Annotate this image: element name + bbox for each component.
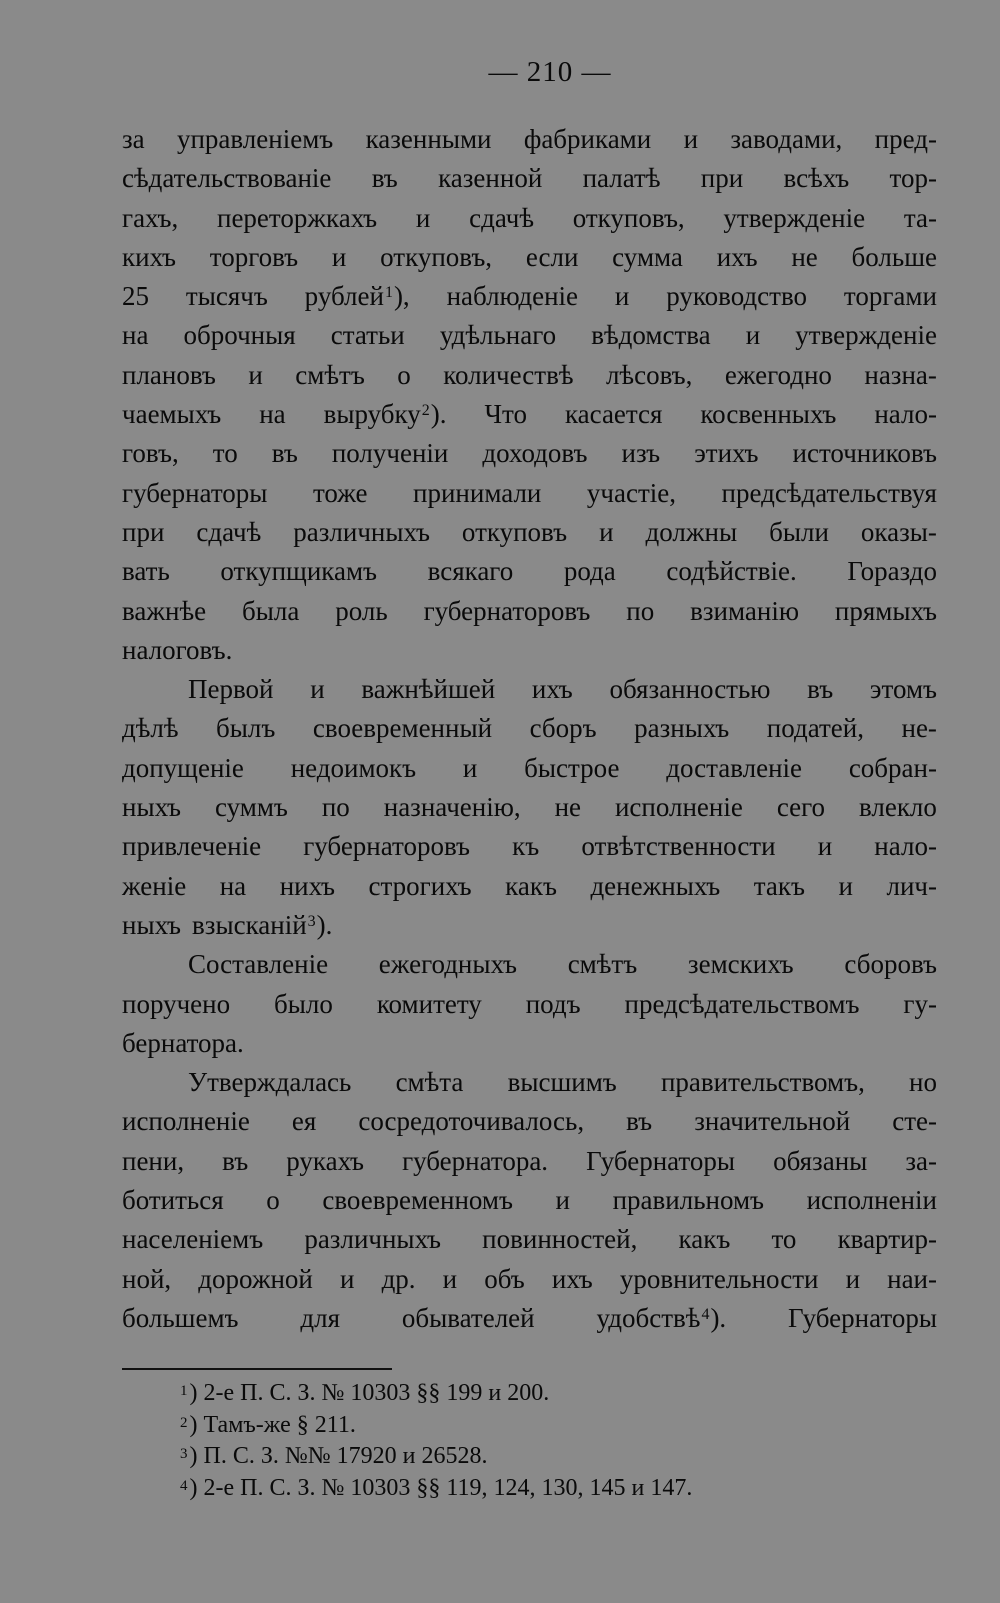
word: сдачѣ (469, 202, 534, 233)
word: косвенныхъ (700, 399, 837, 430)
word: лѣсовъ, (605, 359, 693, 390)
word: гу- (903, 988, 937, 1019)
word: на (219, 870, 247, 901)
word: и (683, 124, 699, 154)
word: за- (905, 1145, 937, 1176)
word: по (321, 792, 350, 823)
footnote-reference: 4 (701, 1305, 710, 1323)
word: и (442, 1263, 458, 1294)
word: въ (807, 674, 834, 705)
word: и (415, 202, 431, 233)
word: и (310, 674, 325, 705)
word: всѣхъ (783, 163, 850, 194)
word: если (525, 241, 579, 272)
word: утвержденіе (723, 202, 866, 233)
word: и (599, 516, 614, 547)
word: Составленіе (188, 949, 329, 980)
word: сумма (612, 241, 683, 272)
word: кихъ (122, 241, 176, 272)
word: 25 (122, 281, 149, 312)
word: въ (626, 1106, 653, 1137)
word: Что (484, 399, 527, 430)
word: откуповъ (461, 516, 568, 547)
word: тоже (312, 477, 368, 508)
text-line (122, 1024, 937, 1063)
word: такъ (753, 870, 805, 901)
word: обязанностью (609, 674, 771, 705)
word: назначенію, (383, 792, 521, 823)
word: нало- (874, 399, 937, 430)
word: наи- (887, 1263, 937, 1294)
footnote-text: ) П. С. З. №№ 17920 и 26528. (189, 1443, 488, 1469)
word: то (212, 438, 238, 469)
word: руководство (666, 281, 808, 312)
text-line (122, 395, 937, 434)
word: статьи (330, 320, 405, 351)
text-line (122, 238, 937, 277)
word: и (555, 1185, 570, 1216)
word: тор- (889, 163, 937, 194)
word: оброчныя (183, 320, 296, 351)
word: сѣдательствованіе (122, 163, 332, 194)
text-line (122, 316, 937, 355)
word: сборовъ (844, 949, 937, 980)
footnote (180, 1473, 692, 1505)
word: сосредоточивалось, (358, 1106, 585, 1137)
word: въ (271, 438, 298, 469)
word: нало- (874, 831, 937, 862)
text-line (122, 199, 937, 238)
word: своевременномъ (322, 1185, 513, 1216)
word: къ (512, 831, 540, 862)
word: ной, (122, 1263, 172, 1294)
word: ея (291, 1106, 317, 1137)
word: дѣлѣ (122, 713, 179, 744)
text-line (122, 1220, 937, 1259)
footnote-reference: 1 (384, 284, 393, 302)
word: всякаго (427, 556, 514, 587)
word: различныхъ (293, 516, 430, 547)
word: ихъ (551, 1263, 593, 1294)
word: наблюденіе (446, 281, 579, 312)
word: смѣтъ (295, 359, 365, 390)
word: и (462, 752, 478, 783)
word: важнѣйшей (361, 674, 496, 705)
word: различныхъ (304, 1224, 442, 1255)
word: были (769, 516, 829, 547)
word: квартир- (837, 1224, 937, 1255)
text-line (122, 592, 937, 631)
word: то (771, 1224, 797, 1255)
word: предсѣдательствомъ (624, 988, 860, 1019)
text-line (122, 788, 937, 827)
footnote-text: ) 2-е П. С. З. № 10303 §§ 199 и 200. (189, 1380, 550, 1406)
footnote-reference: 2 (421, 402, 430, 420)
footnote-text: ) Тамъ-же § 211. (189, 1411, 356, 1438)
word: гахъ, (122, 202, 179, 233)
footnote-mark: 1 (180, 1383, 188, 1399)
word: ботиться (122, 1185, 224, 1216)
word: ежегодныхъ (378, 949, 517, 980)
word: и (838, 870, 853, 901)
word: и (614, 281, 630, 312)
word: для (300, 1302, 340, 1333)
word: нихъ (279, 870, 336, 901)
text-line (122, 552, 937, 591)
word: не (554, 792, 582, 823)
text-line (122, 867, 937, 906)
word: предсѣдательствуя (721, 477, 937, 508)
footnote-text: ) 2-е П. С. З. № 10303 §§ 119, 124, 130, 145 и 147. (189, 1474, 693, 1501)
word: назна- (864, 359, 937, 390)
text-line (122, 1142, 937, 1181)
word: ныхъ (122, 909, 182, 940)
text-line (122, 474, 937, 513)
word: Утверждалась (188, 1067, 352, 1098)
word: откуповъ, (572, 202, 685, 233)
word: было (274, 988, 333, 1019)
word: въ (371, 163, 398, 194)
word: источниковъ (792, 438, 937, 469)
word: и (817, 831, 833, 862)
text-line (122, 1102, 937, 1141)
word: откуповъ, (380, 241, 493, 272)
word: по (626, 595, 655, 626)
footnote-mark: 3 (180, 1446, 188, 1462)
word: вѣдомства (591, 320, 711, 351)
footnote (180, 1441, 692, 1473)
word: земскихъ (687, 949, 794, 980)
text-line (122, 709, 937, 748)
word: Губернаторы (788, 1302, 937, 1333)
word: заводами, (730, 124, 843, 154)
word: и (248, 359, 263, 390)
footnote (180, 1410, 692, 1442)
word: полученіи (331, 438, 449, 469)
word: содѣйствіе. (666, 556, 797, 587)
word: не- (901, 713, 937, 744)
word: количествѣ (443, 359, 574, 390)
word: допущеніе (122, 752, 244, 783)
text-line (122, 749, 937, 788)
text-line (122, 945, 937, 984)
word: влекло (858, 792, 937, 823)
word: исполненіи (806, 1185, 937, 1216)
word: губернаторовъ (303, 831, 471, 862)
word: удѣльнаго (439, 320, 557, 351)
text-line (122, 906, 937, 945)
text-line (122, 631, 937, 670)
word: Первой (188, 674, 274, 705)
word: вырубку$^2$). (323, 399, 447, 430)
word: изъ (621, 438, 661, 469)
word: чаемыхъ (122, 399, 222, 430)
word: ихъ (716, 241, 758, 272)
text-line (122, 670, 937, 709)
word: былъ (216, 713, 276, 744)
word: этомъ (869, 674, 937, 705)
page-number: — 210 — (488, 56, 612, 88)
footnote-reference: 3 (307, 912, 316, 930)
word: правительствомъ, (660, 1067, 865, 1098)
word: быстрое (524, 752, 620, 783)
word: и (745, 320, 761, 351)
word: палатѣ (582, 163, 661, 194)
text-line (122, 513, 937, 552)
word: переторжкахъ (217, 202, 378, 233)
footnote (180, 1378, 692, 1410)
word: исполненіе (122, 1106, 250, 1137)
word: доходовъ (482, 438, 588, 469)
word: за (122, 124, 145, 154)
word: привлеченіе (122, 831, 262, 862)
text-line (122, 1299, 937, 1338)
word: отвѣтственности (581, 831, 776, 862)
text-line (122, 434, 937, 473)
word: въ (222, 1145, 249, 1176)
word: больше (851, 241, 937, 272)
word: уровнительности (619, 1263, 819, 1294)
word: принимали (413, 477, 542, 508)
word: пред- (874, 124, 937, 154)
word: значительной (694, 1106, 851, 1137)
word: говъ, (122, 438, 179, 469)
word: податей, (766, 713, 864, 744)
text-line (122, 1181, 937, 1220)
word: взысканій$^3$). (192, 909, 333, 940)
word: недоимокъ (290, 752, 417, 783)
word: подъ (525, 988, 581, 1019)
word: на (259, 399, 286, 430)
word: прямыхъ (834, 595, 937, 626)
word: и (340, 1263, 355, 1294)
text-line (122, 120, 937, 159)
word: но (909, 1067, 937, 1098)
word: ежегодно (724, 359, 832, 390)
word: собран- (848, 752, 937, 783)
word: ихъ (531, 674, 573, 705)
word: доставленіе (666, 752, 803, 783)
word: тысячъ (185, 281, 268, 312)
word: торговъ (209, 241, 299, 272)
word: какъ (505, 870, 557, 901)
text-line (122, 827, 937, 866)
word: др. (381, 1263, 416, 1294)
word: торгами (843, 281, 937, 312)
word: фабриками (523, 124, 652, 154)
word: губернаторовъ (423, 595, 591, 626)
word: лич- (886, 870, 937, 901)
word: своевременный (312, 713, 493, 744)
word: та- (903, 202, 937, 233)
word: налоговъ. (122, 634, 233, 665)
footnotes (180, 1378, 692, 1504)
text-line (122, 1063, 937, 1102)
word: правильномъ (612, 1185, 764, 1216)
word: строгихъ (368, 870, 472, 901)
word: губернатора. (402, 1145, 549, 1176)
word: роль (335, 595, 388, 626)
word: большемъ (122, 1302, 239, 1333)
word: оказы- (860, 516, 937, 547)
word: смѣтъ (567, 949, 638, 980)
word: населеніемъ (122, 1224, 264, 1255)
word: сте- (892, 1106, 937, 1137)
footnote-mark: 4 (180, 1477, 188, 1494)
word: рукахъ (286, 1145, 365, 1176)
word: сборъ (529, 713, 597, 744)
word: была (242, 595, 300, 626)
word: денежныхъ (590, 870, 721, 901)
word: вать (122, 556, 170, 587)
word: взиманію (690, 595, 799, 626)
word: важнѣе (122, 595, 207, 626)
word: Губернаторы (586, 1145, 736, 1176)
word: должны (645, 516, 738, 547)
word: обывателей (401, 1302, 535, 1333)
text-line (122, 1260, 937, 1299)
word: какъ (678, 1224, 731, 1255)
text-line (122, 277, 937, 316)
main-text (122, 120, 937, 1338)
word: и (331, 241, 347, 272)
word: о (266, 1185, 280, 1216)
word: женіе (122, 870, 187, 901)
word: губернаторы (122, 477, 268, 508)
word: объ (484, 1263, 525, 1294)
word: ныхъ (122, 792, 182, 823)
word: участіе, (586, 477, 676, 508)
word: на (122, 320, 149, 351)
word: исполненіе (614, 792, 743, 823)
word: повинностей, (482, 1224, 638, 1255)
word: Гораздо (847, 556, 937, 587)
word: сдачѣ (196, 516, 262, 547)
word: касается (564, 399, 663, 430)
word: о (397, 359, 411, 390)
word: рода (563, 556, 616, 587)
word: казенными (365, 124, 492, 154)
word: смѣта (395, 1067, 464, 1098)
word: не (791, 241, 818, 272)
word: разныхъ (634, 713, 730, 744)
footnote-divider (122, 1368, 392, 1370)
word: этихъ (694, 438, 759, 469)
word: сего (776, 792, 826, 823)
word: удобствѣ$^4$). (596, 1302, 727, 1333)
word: дорожной (198, 1263, 313, 1294)
footnote-mark: 2 (180, 1414, 188, 1431)
word: рублей$^1$), (304, 281, 410, 312)
word: плановъ (122, 359, 216, 390)
word: при (700, 163, 744, 194)
word: суммъ (214, 792, 288, 823)
text-line (122, 985, 937, 1024)
word: откупщикамъ (220, 556, 378, 587)
word: при (122, 516, 165, 547)
word: бернатора. (122, 1027, 244, 1058)
text-line (122, 356, 937, 395)
word: пени, (122, 1145, 185, 1176)
word: казенной (438, 163, 543, 194)
word: обязаны (773, 1145, 868, 1176)
word: и (845, 1263, 861, 1294)
text-line (122, 159, 937, 198)
word: поручено (122, 988, 231, 1019)
word: утвержденіе (795, 320, 937, 351)
word: управленіемъ (176, 124, 334, 154)
word: высшимъ (507, 1067, 617, 1098)
word: комитету (376, 988, 482, 1019)
